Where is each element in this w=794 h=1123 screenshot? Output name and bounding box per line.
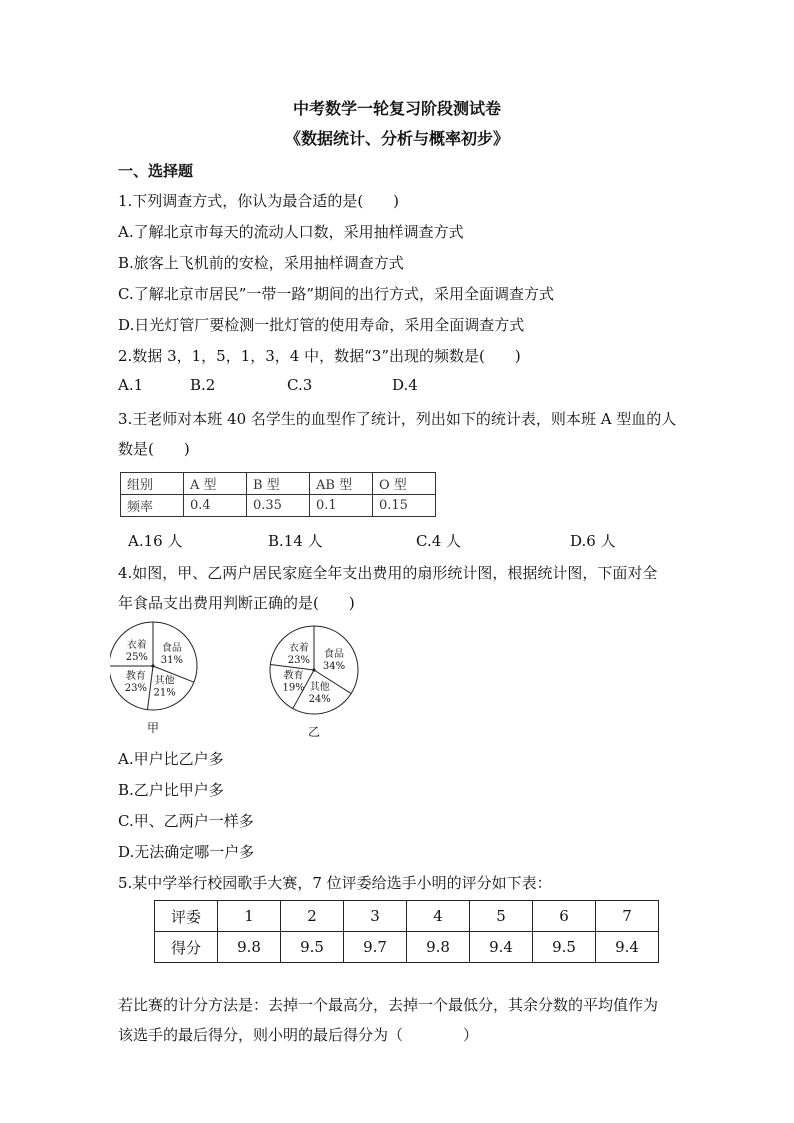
pie-slice-label: 衣着: [126, 639, 147, 651]
table-row: [155, 932, 659, 963]
table-cell: 9.5: [533, 932, 596, 963]
table-cell: 9.4: [596, 932, 659, 963]
table-cell: 9.8: [218, 932, 281, 963]
table-cell: 2: [281, 901, 344, 932]
table-cell: A 型: [184, 473, 247, 495]
section-heading: 一、选择题: [118, 162, 194, 180]
question-3-stem-line1: 3.王老师对本班 40 名学生的血型作了统计，列出如下的统计表，则本班 A 型血的人: [118, 410, 677, 428]
table-cell: 组别: [121, 473, 184, 495]
pie-slice-value: 24%: [308, 694, 331, 706]
table-cell: 9.4: [470, 932, 533, 963]
table-cell: 4: [407, 901, 470, 932]
question-3-option-a: A.16 人: [128, 532, 183, 550]
table-cell: O 型: [373, 473, 436, 495]
question-4-stem-line2: 年食品支出费用判断正确的是( ): [118, 594, 355, 612]
pie-slice-label: 教育: [283, 670, 304, 682]
pie-slice-label: 教育: [125, 671, 146, 683]
question-4-option-b: B.乙户比甲户多: [118, 781, 224, 799]
question-4-option-c: C.甲、乙两户一样多: [118, 812, 254, 830]
question-1-option-d: D.日光灯管厂要检测一批灯管的使用寿命，采用全面调查方式: [118, 316, 525, 334]
pie-slice-label: 其他: [309, 682, 330, 694]
pie-chart-title: 甲: [146, 721, 160, 735]
pie-slice-value: 25%: [125, 651, 148, 663]
table-cell: B 型: [247, 473, 310, 495]
pie-chart-title: 乙: [307, 725, 321, 739]
table-row: [121, 495, 436, 517]
pie-slice-value: 23%: [287, 654, 310, 666]
question-2-option-c: C.3: [287, 376, 313, 394]
question-5-text-line1: 若比赛的计分方法是：去掉一个最高分，去掉一个最低分，其余分数的平均值作为: [118, 996, 659, 1014]
question-3-stem-line2: 数是( ): [118, 440, 190, 458]
pie-slice-value: 21%: [153, 687, 176, 699]
question-3-option-b: B.14 人: [268, 532, 323, 550]
pie-slice-label: 食品: [161, 643, 182, 655]
table-cell: 0.35: [247, 495, 310, 517]
question-4-stem-line1: 4.如图，甲、乙两户居民家庭全年支出费用的扇形统计图，根据统计图，下面对全: [118, 564, 658, 582]
table-cell: 6: [533, 901, 596, 932]
question-1-option-c: C.了解北京市居民”一带一路”期间的出行方式，采用全面调查方式: [118, 285, 555, 303]
pie-center: [312, 668, 315, 671]
question-2-option-a: A.1: [118, 376, 144, 394]
table-cell: 1: [218, 901, 281, 932]
question-3-option-d: D.6 人: [570, 532, 616, 550]
pie-slice-label: 食品: [324, 648, 345, 660]
table-cell: 0.1: [310, 495, 373, 517]
table-cell: 0.15: [373, 495, 436, 517]
table-cell: 频率: [121, 495, 184, 517]
question-1-stem: 1.下列调查方式，你认为最合适的是( ): [118, 192, 400, 210]
pie-center: [151, 664, 154, 667]
question-3-option-c: C.4 人: [416, 532, 462, 550]
pie-chart-yi: [270, 626, 358, 739]
pie-slice-value: 23%: [124, 683, 147, 695]
table-cell: 评委: [155, 901, 218, 932]
table-cell: 0.4: [184, 495, 247, 517]
question-5-text-line2: 该选手的最后得分，则小明的最后得分为（ ）: [118, 1026, 479, 1044]
question-1-option-b: B.旅客上飞机前的安检，采用抽样调查方式: [118, 254, 404, 272]
question-2-option-d: D.4: [392, 376, 418, 394]
pie-slice-label: 衣着: [288, 642, 309, 654]
pie-slice-value: 19%: [282, 682, 305, 694]
table-cell: 9.5: [281, 932, 344, 963]
page-title: 中考数学一轮复习阶段测试卷: [292, 99, 501, 118]
table-cell: 5: [470, 901, 533, 932]
page-subtitle: 《数据统计、分析与概率初步》: [284, 129, 509, 148]
question-1-option-a: A.了解北京市每天的流动人口数，采用抽样调查方式: [118, 223, 464, 241]
question-4-option-d: D.无法确定哪一户多: [118, 843, 255, 861]
table-cell: 3: [344, 901, 407, 932]
question-4-option-a: A.甲户比乙户多: [118, 750, 224, 768]
score-table: [154, 900, 659, 963]
question-2-option-b: B.2: [190, 376, 216, 394]
pie-slice-label: 其他: [154, 675, 175, 687]
pie-slice-value: 31%: [160, 655, 184, 667]
pie-charts: [110, 618, 380, 742]
table-cell: 9.7: [344, 932, 407, 963]
question-2-stem: 2.数据 3，1，5，1，3，4 中，数据“3”出现的频数是( ): [118, 347, 521, 365]
table-cell: 9.8: [407, 932, 470, 963]
pie-slice-value: 34%: [322, 660, 346, 672]
blood-type-table: [120, 472, 436, 517]
question-5-stem: 5.某中学举行校园歌手大赛，7 位评委给选手小明的评分如下表：: [118, 874, 552, 892]
pie-chart-jia: [110, 622, 197, 735]
table-cell: AB 型: [310, 473, 373, 495]
table-cell: 7: [596, 901, 659, 932]
table-row: [121, 473, 436, 495]
table-row: [155, 901, 659, 932]
table-cell: 得分: [155, 932, 218, 963]
